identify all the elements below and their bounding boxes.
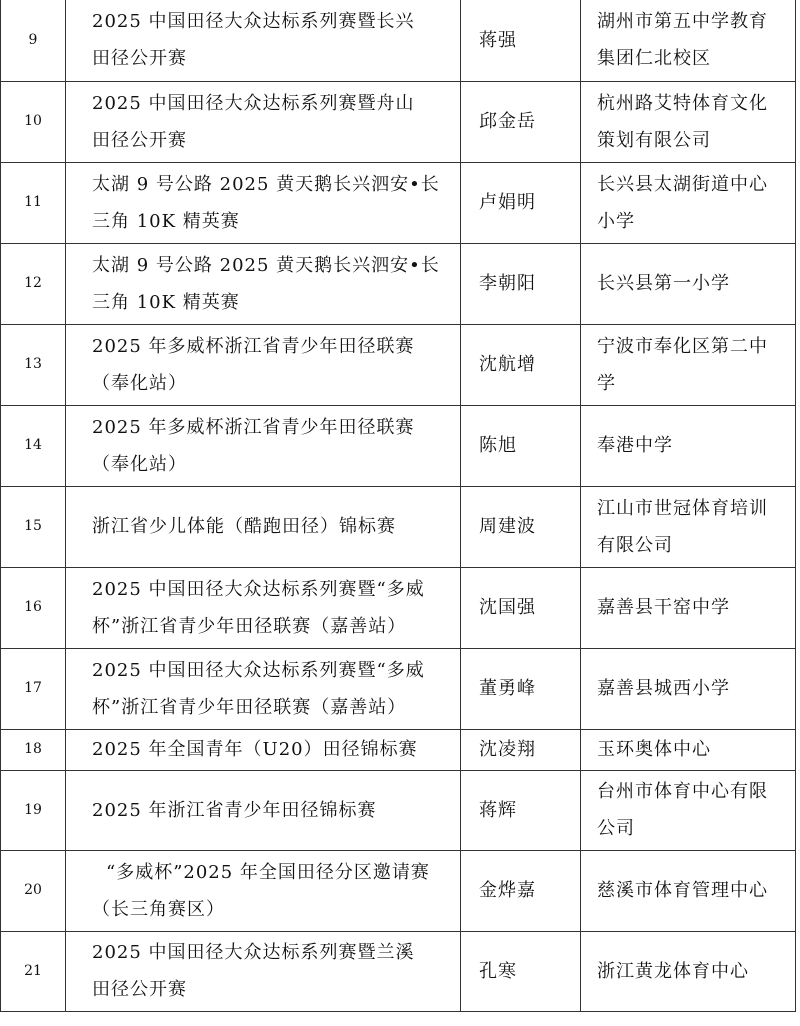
event-name-cell (66, 324, 461, 405)
row-number: 16 (1, 567, 66, 648)
event-name-cell (66, 0, 461, 81)
row-number: 19 (1, 770, 66, 850)
organization-cell (581, 486, 796, 567)
event-name-cell (66, 243, 461, 324)
event-name-line: 2025 中国田径大众达标系列赛暨舟山 (92, 92, 415, 114)
person-name: 李朝阳 (461, 243, 581, 324)
event-name-line: （奉化站） (92, 372, 187, 394)
person-name: 卢娟明 (461, 162, 581, 243)
table-row (1, 486, 796, 567)
organization-line: 小学 (597, 210, 635, 232)
event-name-line: （长三角赛区） (92, 898, 225, 920)
table-row (1, 567, 796, 648)
event-name-line: 2025 年多威杯浙江省青少年田径联赛 (92, 416, 415, 438)
organization-line: 公司 (597, 818, 635, 839)
row-number: 21 (1, 931, 66, 1011)
table-row (1, 648, 796, 729)
event-name-line: 浙江省少儿体能（酷跑田径）锦标赛 (92, 516, 396, 537)
person-name: 孔寒 (461, 931, 581, 1011)
organization-line: 长兴县第一小学 (597, 273, 730, 294)
event-name-cell (66, 850, 461, 931)
organization-cell (581, 850, 796, 931)
event-name-cell (66, 486, 461, 567)
event-name-line: 2025 中国田径大众达标系列赛暨长兴 (92, 11, 415, 33)
organization-line: 杭州路艾特体育文化 (597, 92, 768, 114)
person-name: 沈国强 (461, 567, 581, 648)
event-name-line: 三角 10K 精英赛 (92, 291, 240, 313)
organization-line: 慈溪市体育管理中心 (597, 880, 768, 901)
organization-line: 长兴县太湖街道中心 (597, 173, 768, 195)
organization-line: 浙江黄龙体育中心 (597, 960, 749, 982)
event-name-line: 杯”浙江省青少年田径联赛（嘉善站） (92, 615, 407, 637)
organization-cell (581, 0, 796, 81)
row-number: 9 (1, 0, 66, 81)
event-name-line: 田径公开赛 (92, 129, 187, 151)
organization-line: 学 (597, 372, 616, 394)
organization-cell (581, 770, 796, 850)
person-name: 周建波 (461, 486, 581, 567)
row-number: 17 (1, 648, 66, 729)
organization-line: 台州市体育中心有限 (597, 781, 768, 802)
row-number: 20 (1, 850, 66, 931)
row-number: 12 (1, 243, 66, 324)
event-name-cell (66, 931, 461, 1011)
person-name: 邱金岳 (461, 81, 581, 162)
organization-line: 嘉善县干窑中学 (597, 597, 730, 618)
organization-cell (581, 405, 796, 486)
row-number: 18 (1, 729, 66, 770)
event-name-cell (66, 770, 461, 850)
table-row (1, 729, 796, 770)
organization-cell (581, 648, 796, 729)
event-name-line: 2025 年浙江省青少年田径锦标赛 (92, 799, 377, 821)
event-name-line: 2025 年多威杯浙江省青少年田径联赛 (92, 335, 415, 357)
organization-cell (581, 729, 796, 770)
row-number: 15 (1, 486, 66, 567)
table-row (1, 324, 796, 405)
organization-line: 江山市世冠体育培训 (597, 497, 768, 519)
table-row (1, 162, 796, 243)
event-name-cell (66, 405, 461, 486)
row-number: 10 (1, 81, 66, 162)
table-row (1, 850, 796, 931)
table-row (1, 0, 796, 81)
organization-cell (581, 931, 796, 1011)
event-name-line: 2025 中国田径大众达标系列赛暨“多威 (92, 659, 425, 681)
organization-line: 策划有限公司 (597, 129, 711, 151)
event-name-line: 2025 年全国青年（U20）田径锦标赛 (92, 739, 418, 760)
person-name: 蒋辉 (461, 770, 581, 850)
awards-table-body (1, 0, 796, 1011)
organization-line: 玉环奥体中心 (597, 739, 711, 760)
organization-line: 湖州市第五中学教育 (597, 11, 768, 33)
event-name-line: 三角 10K 精英赛 (92, 210, 240, 232)
organization-cell (581, 567, 796, 648)
person-name: 蒋强 (461, 0, 581, 81)
organization-line: 奉港中学 (597, 435, 673, 456)
event-name-cell (66, 81, 461, 162)
organization-line: 嘉善县城西小学 (597, 678, 730, 699)
person-name: 沈凌翔 (461, 729, 581, 770)
event-name-cell (66, 729, 461, 770)
organization-cell (581, 243, 796, 324)
organization-line: 有限公司 (597, 534, 673, 556)
person-name: 金烨嘉 (461, 850, 581, 931)
event-name-line: “多威杯”2025 年全国田径分区邀请赛 (106, 861, 430, 883)
organization-cell (581, 162, 796, 243)
event-name-line: 太湖 9 号公路 2025 黄天鹅长兴泗安•长 (92, 173, 440, 195)
person-name: 陈旭 (461, 405, 581, 486)
person-name: 董勇峰 (461, 648, 581, 729)
row-number: 13 (1, 324, 66, 405)
row-number: 11 (1, 162, 66, 243)
organization-cell (581, 324, 796, 405)
organization-line: 宁波市奉化区第二中 (597, 335, 768, 357)
event-name-cell (66, 162, 461, 243)
person-name: 沈航增 (461, 324, 581, 405)
organization-cell (581, 81, 796, 162)
event-name-line: 2025 中国田径大众达标系列赛暨“多威 (92, 578, 425, 600)
event-name-line: 田径公开赛 (92, 979, 187, 1000)
row-number: 14 (1, 405, 66, 486)
table-row (1, 81, 796, 162)
table-row (1, 770, 796, 850)
table-row (1, 405, 796, 486)
event-name-line: 太湖 9 号公路 2025 黄天鹅长兴泗安•长 (92, 254, 440, 276)
organization-line: 集团仁北校区 (597, 48, 711, 70)
event-name-line: 2025 中国田径大众达标系列赛暨兰溪 (92, 942, 415, 963)
table-row (1, 243, 796, 324)
table-row (1, 931, 796, 1011)
event-name-cell (66, 567, 461, 648)
event-name-line: （奉化站） (92, 453, 187, 475)
event-name-line: 杯”浙江省青少年田径联赛（嘉善站） (92, 696, 407, 718)
event-name-line: 田径公开赛 (92, 48, 187, 70)
event-name-cell (66, 648, 461, 729)
